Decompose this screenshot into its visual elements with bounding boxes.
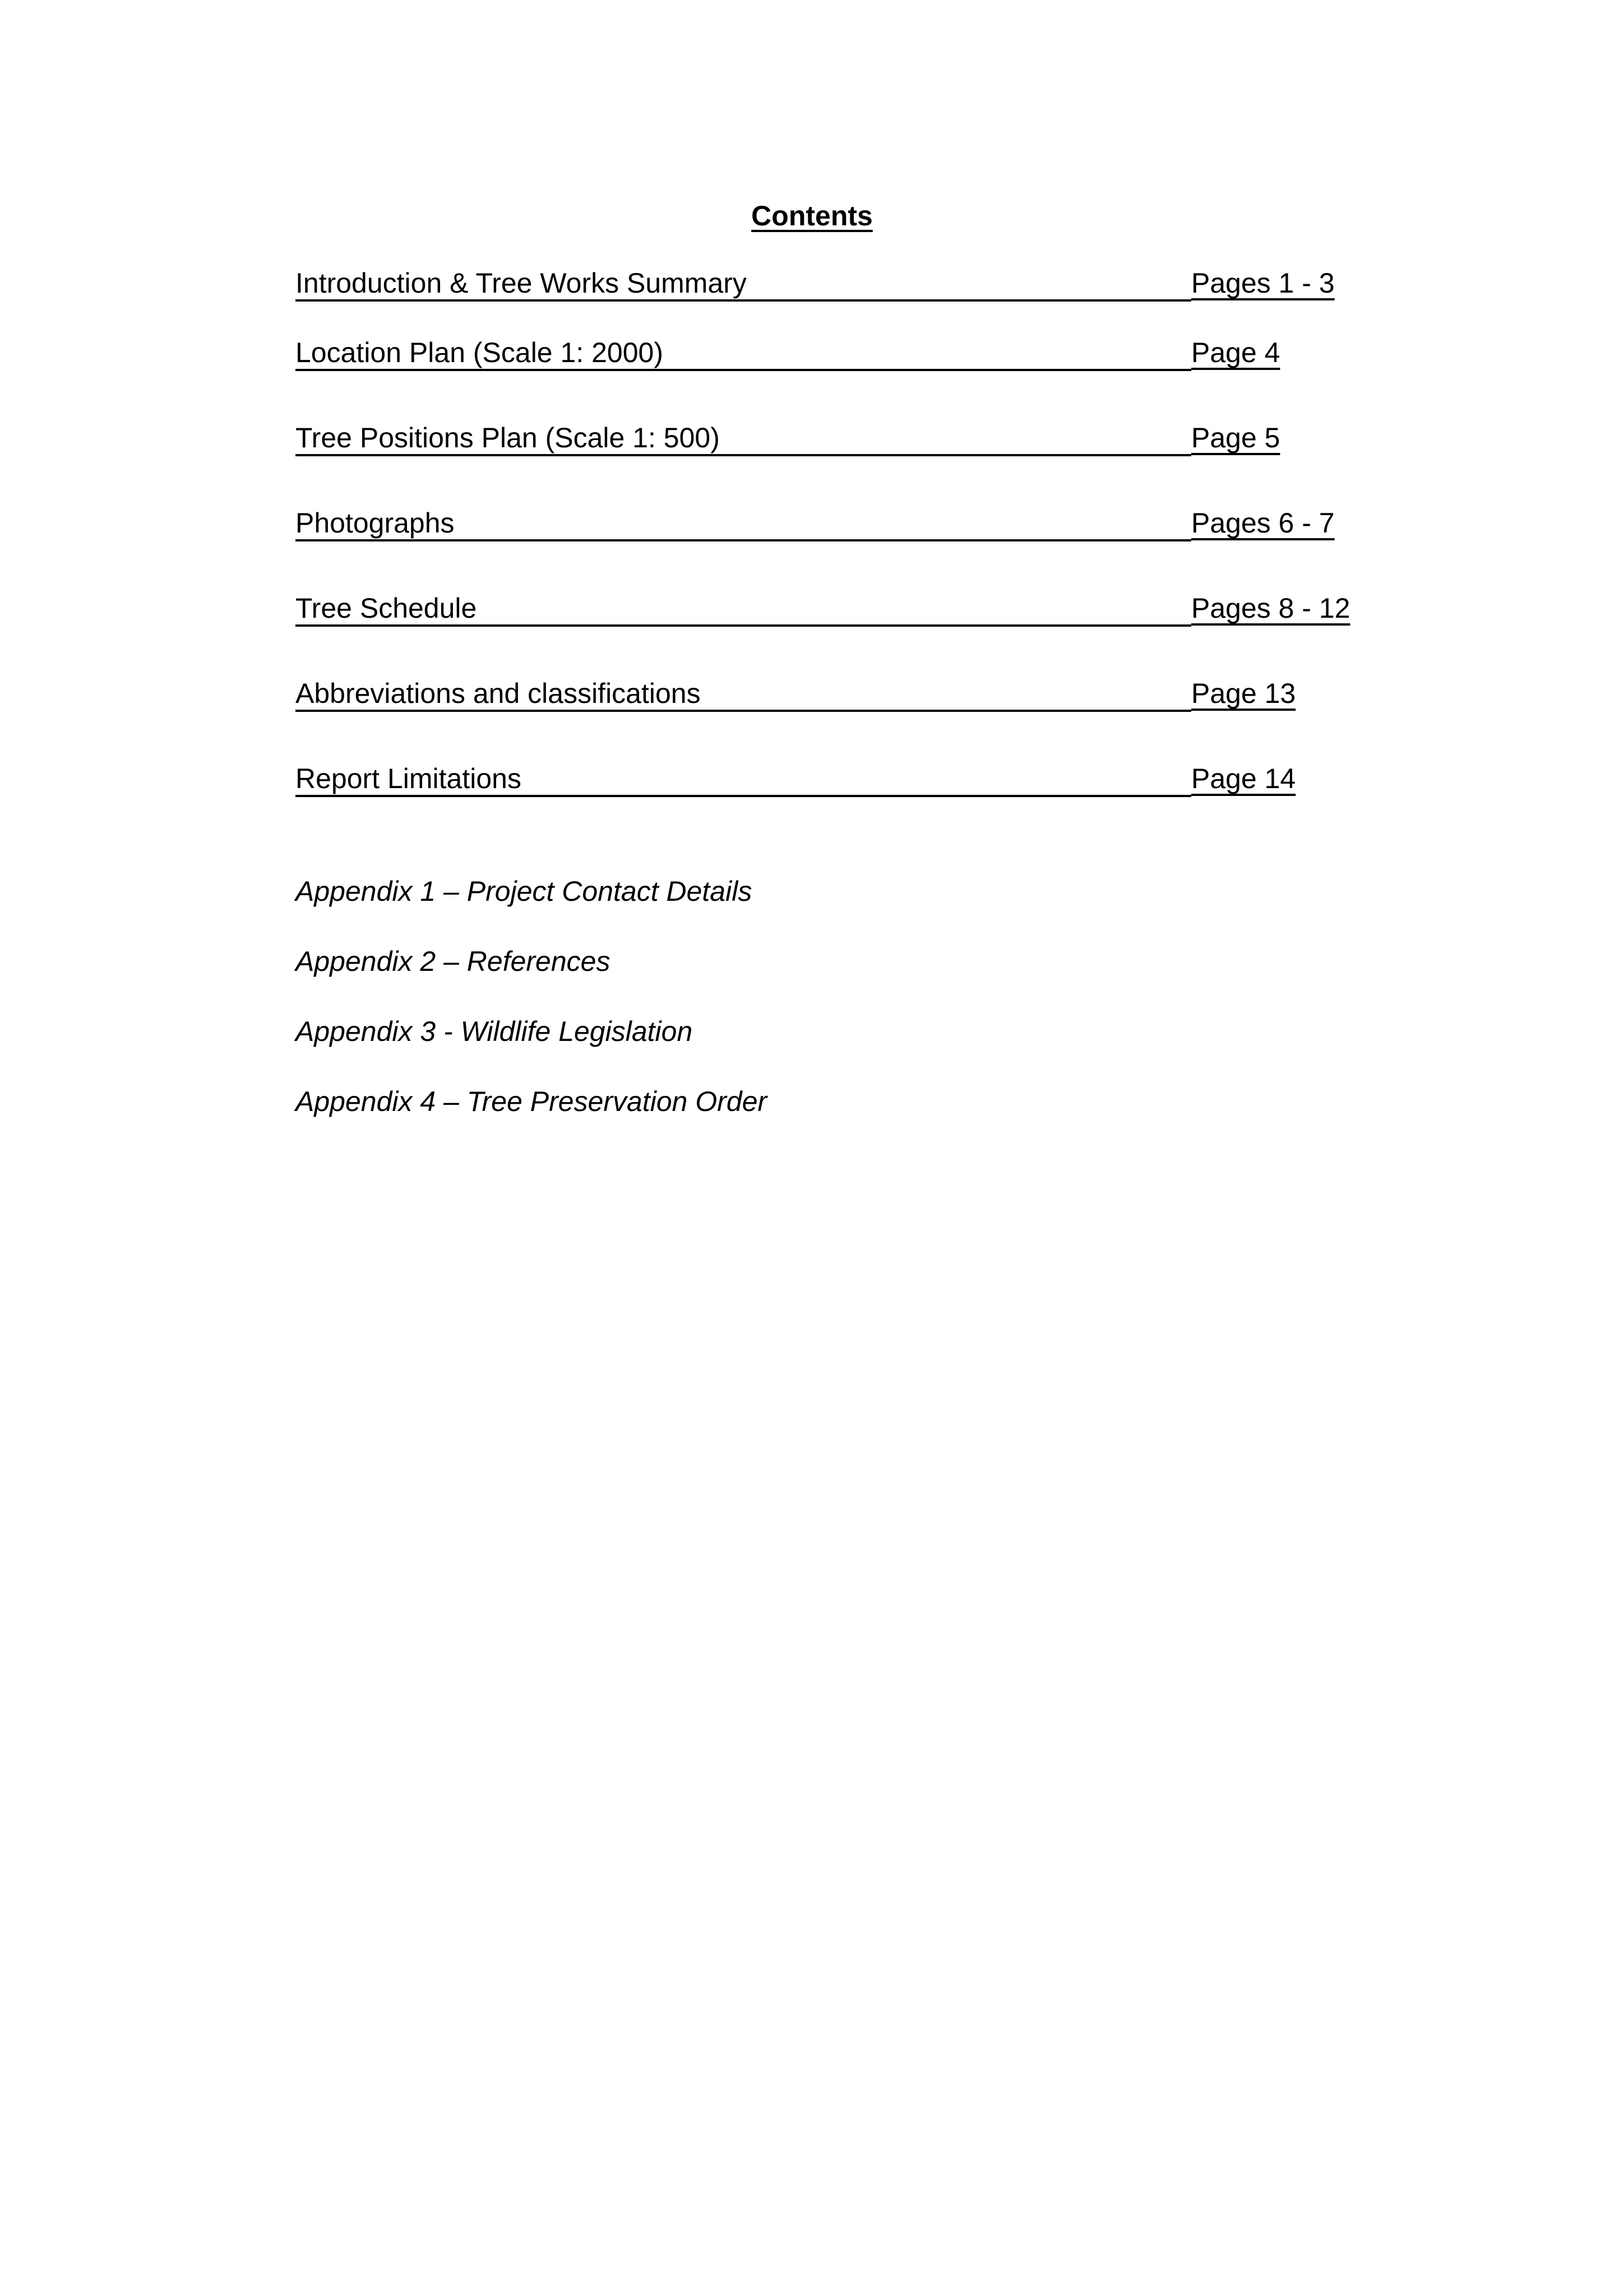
toc-label: Abbreviations and classifications [295, 678, 701, 709]
contents-title: Contents [751, 200, 873, 232]
appendix-1: Appendix 1 – Project Contact Details [295, 876, 752, 907]
toc-label: Tree Schedule [295, 592, 477, 624]
appendix-4: Appendix 4 – Tree Preservation Order [295, 1086, 767, 1117]
toc-label: Tree Positions Plan (Scale 1: 500) [295, 422, 720, 453]
appendix-2: Appendix 2 – References [295, 946, 610, 977]
toc-label: Photographs [295, 507, 455, 539]
toc-page-number: Page 13 [1191, 678, 1296, 709]
appendix-3: Appendix 3 - Wildlife Legislation [295, 1016, 693, 1047]
toc-label: Location Plan (Scale 1: 2000) [295, 337, 663, 368]
toc-label: Introduction & Tree Works Summary [295, 267, 747, 299]
toc-page-number: Pages 1 - 3 [1191, 267, 1335, 299]
toc-page-number: Page 5 [1191, 422, 1280, 453]
toc-label: Report Limitations [295, 763, 521, 794]
toc-page-number: Page 4 [1191, 337, 1280, 368]
toc-page-number: Pages 8 - 12 [1191, 592, 1350, 624]
toc-page-number: Page 14 [1191, 763, 1296, 794]
toc-page-number: Pages 6 - 7 [1191, 507, 1335, 539]
